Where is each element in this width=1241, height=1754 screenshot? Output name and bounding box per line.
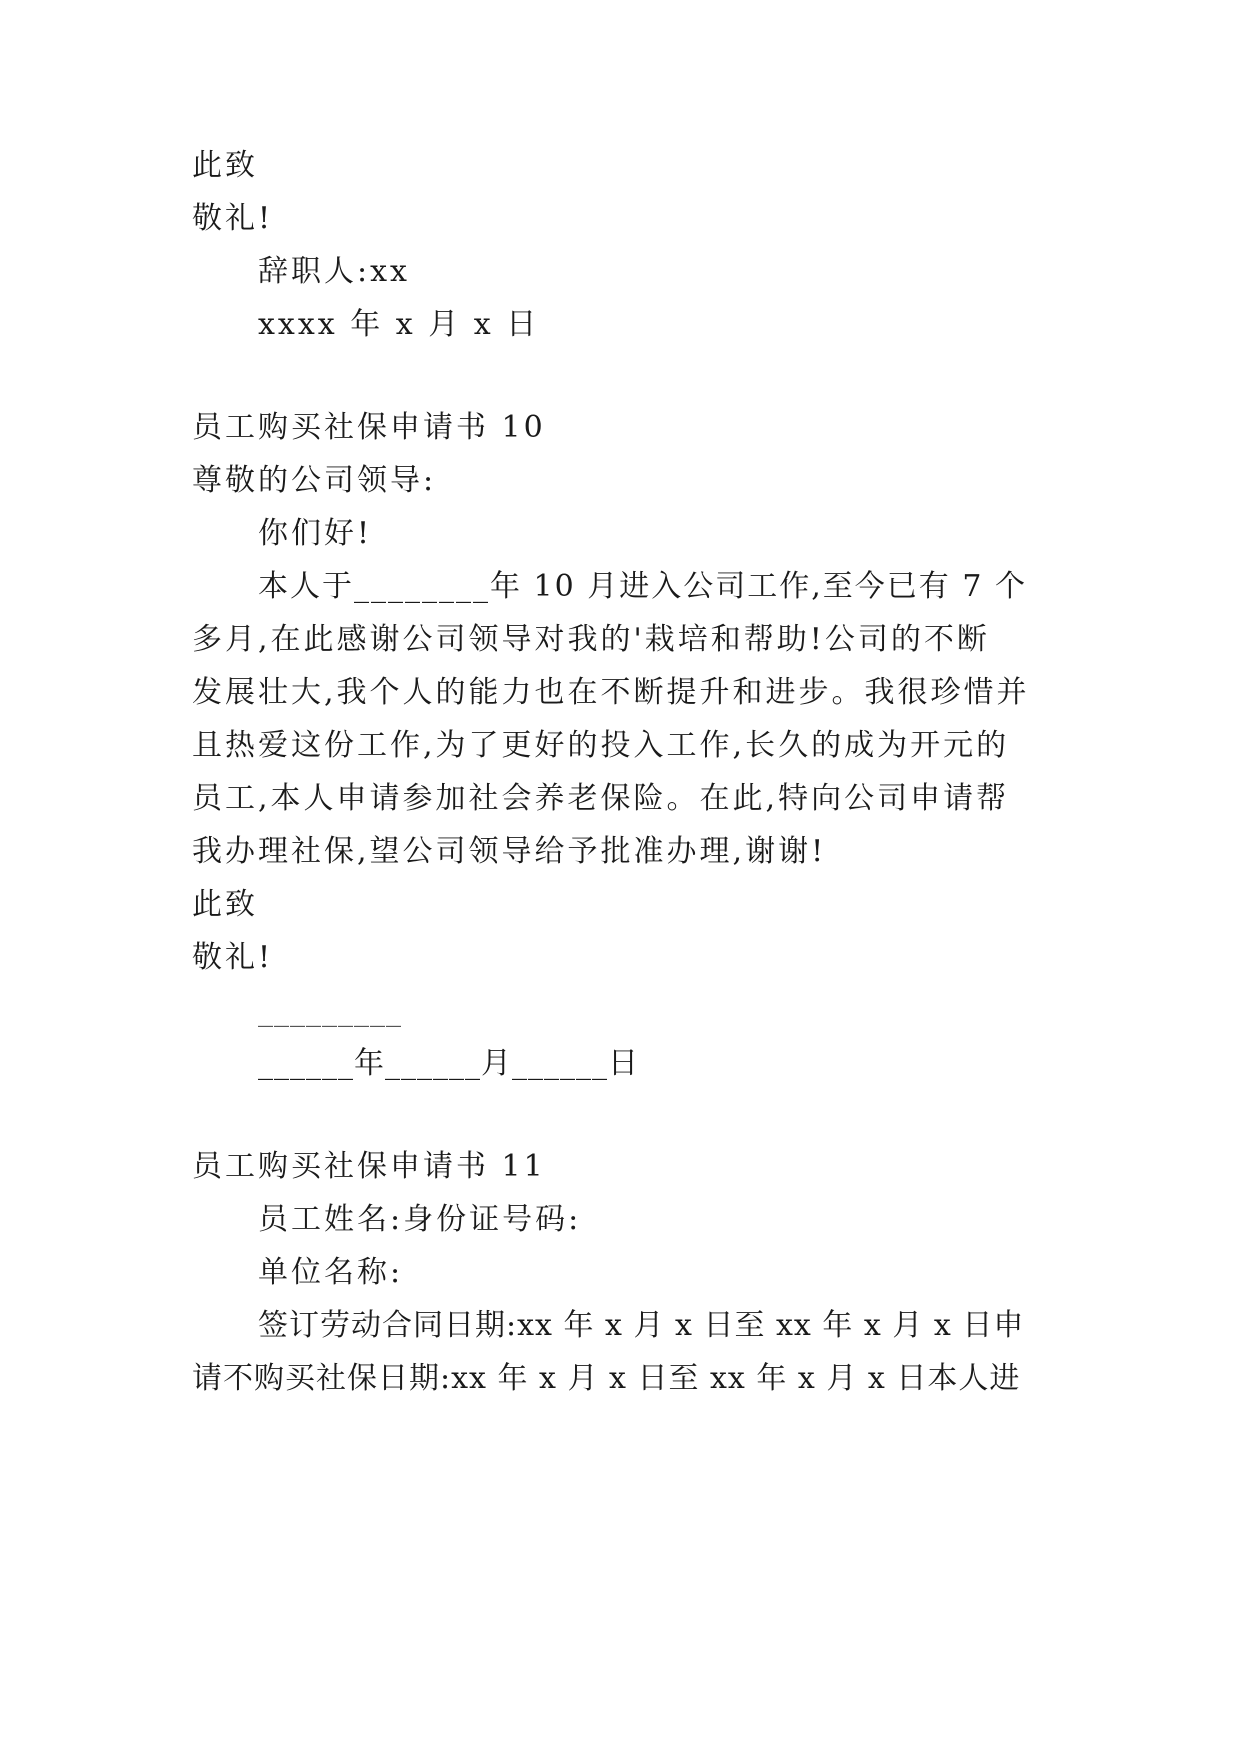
section-10-greeting: 尊敬的公司领导:: [192, 463, 437, 498]
section-10-salute: 敬礼!: [192, 940, 274, 975]
unit-name-line: 单位名称:: [258, 1255, 404, 1290]
section-10-closing: 此致: [192, 887, 258, 922]
resign-date: xxxx 年 x 月 x 日: [258, 307, 540, 342]
closing-text: 此致: [192, 148, 258, 183]
section-10-body-line: 且热爱这份工作,为了更好的投入工作,长久的成为开元的: [192, 728, 1010, 763]
section-10-body-line: 员工,本人申请参加社会养老保险。在此,特向公司申请帮: [192, 781, 1010, 816]
employee-name-line: 员工姓名:身份证号码:: [258, 1202, 582, 1237]
section-10-body-line: 本人于________年 10 月进入公司工作,至今已有 7 个: [258, 569, 1027, 604]
section-11-title: 员工购买社保申请书 11: [192, 1149, 546, 1184]
section-10-body-line: 多月,在此感谢公司领导对我的'栽培和帮助!公司的不断: [192, 622, 990, 657]
contract-date-line: 签订劳动合同日期:xx 年 x 月 x 日至 xx 年 x 月 x 日申: [258, 1308, 1025, 1343]
section-10-body-line: 发展壮大,我个人的能力也在不断提升和进步。我很珍惜并: [192, 675, 1030, 710]
resigner-name: 辞职人:xx: [258, 254, 410, 289]
signature-blank: _________: [258, 993, 402, 1028]
no-social-insurance-line: 请不购买社保日期:xx 年 x 月 x 日至 xx 年 x 月 x 日本人进: [192, 1361, 1021, 1396]
salute-text: 敬礼!: [192, 201, 274, 236]
section-10-body-line: 我办理社保,望公司领导给予批准办理,谢谢!: [192, 834, 827, 869]
date-blank: ______年______月______日: [258, 1046, 639, 1081]
section-10-title: 员工购买社保申请书 10: [192, 410, 546, 445]
section-10-hello: 你们好!: [258, 516, 373, 551]
